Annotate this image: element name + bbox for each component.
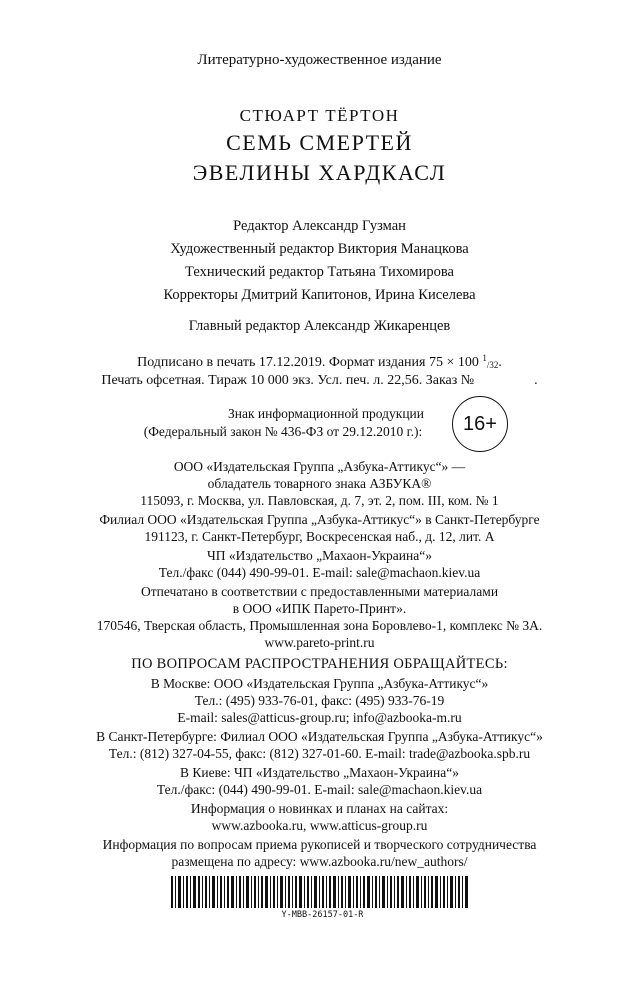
credit-art-editor: Художественный редактор Виктория Манацкова — [170, 241, 469, 257]
barcode-label: Y-MBB-26157-01-R — [281, 910, 364, 920]
printing-address: 170546, Тверская область, Промышленная зона Боровлево-1, комплекс № 3А. — [96, 618, 543, 633]
kiev-distributor: В Киеве: ЧП «Издательство „Махаон-Украина“» — [180, 765, 459, 780]
kiev-contacts: Тел./факс: (044) 490-99-01. E-mail: sale@machaon.kiev.ua — [156, 782, 483, 797]
print-info-line-2 — [0, 373, 639, 389]
moscow-phones: Тел.: (495) 933-76-01, факс: (495) 933-76-19 — [194, 693, 445, 708]
branch-line-1: Филиал ООО «Издательская Группа „Азбука-Аттикус“» в Санкт-Петербурге — [99, 512, 540, 527]
print-info-line-1 — [0, 353, 639, 371]
ukraine-contacts: Тел./факс (044) 490-99-01. E-mail: sale@machaon.kiev.ua — [158, 565, 481, 580]
barcode — [171, 876, 468, 908]
print-info-line-1-end: . — [498, 355, 502, 370]
credit-editor: Редактор Александр Гузман — [233, 218, 406, 234]
credit-tech-editor: Технический редактор Татьяна Тихомирова — [185, 264, 454, 280]
book-title-line-1: СЕМЬ СМЕРТЕЙ — [226, 130, 413, 155]
moscow-emails: E-mail: sales@atticus-group.ru; info@azbooka-m.ru — [177, 710, 462, 725]
manuscripts-line-2: размещена по адресу: www.azbooka.ru/new_authors/ — [171, 854, 468, 869]
print-info-line-2-text: Печать офсетная. Тираж 10 000 экз. Усл. печ. л. 22,56. Заказ № — [101, 373, 475, 388]
chief-editor: Главный редактор Александр Жикаренцев — [188, 318, 451, 334]
printing-line-1: Отпечатано в соответствии с предоставленными материалами — [140, 584, 499, 599]
sites-line-2: www.azbooka.ru, www.atticus-group.ru — [211, 818, 428, 833]
print-info-line-2-end: . — [534, 373, 538, 388]
age-rating-badge — [452, 396, 508, 452]
publisher-address: 115093, г. Москва, ул. Павловская, д. 7, эт. 2, пом. III, ком. № 1 — [140, 493, 499, 508]
publisher-line-2: обладатель товарного знака АЗБУКА® — [207, 476, 432, 491]
info-sign-label: Знак информационной продукции — [227, 406, 425, 421]
format-fraction-denominator: /32 — [486, 360, 499, 370]
publisher-line-1: ООО «Издательская Группа „Азбука-Аттикус“» — — [173, 459, 466, 474]
genre-line: Литературно-художественное издание — [197, 52, 442, 68]
book-title-line-2: ЭВЕЛИНЫ ХАРДКАСЛ — [192, 160, 447, 185]
spb-contacts: Тел.: (812) 327-04-55, факс: (812) 327-01-60. E-mail: trade@azbooka.spb.ru — [108, 746, 531, 761]
printing-line-2: в ООО «ИПК Парето-Принт». — [232, 601, 407, 616]
author-name: СТЮАРТ ТЁРТОН — [239, 106, 400, 125]
info-sign-law: (Федеральный закон № 436-ФЗ от 29.12.2010 г.): — [143, 424, 423, 439]
spb-distributor: В Санкт-Петербурге: Филиал ООО «Издательская Группа „Азбука-Аттикус“» — [96, 729, 543, 744]
printing-website: www.pareto-print.ru — [264, 635, 375, 650]
distribution-heading: ПО ВОПРОСАМ РАСПРОСТРАНЕНИЯ ОБРАЩАЙТЕСЬ: — [131, 656, 508, 672]
format-fraction-numerator: 1 — [482, 353, 487, 363]
sites-line-1: Информация о новинках и планах на сайтах: — [190, 801, 449, 816]
moscow-distributor: В Москве: ООО «Издательская Группа „Азбука-Аттикус“» — [150, 676, 489, 691]
branch-address: 191123, г. Санкт-Петербург, Воскресенская наб., д. 12, лит. А — [144, 529, 495, 544]
credit-proofreaders: Корректоры Дмитрий Капитонов, Ирина Киселева — [163, 287, 476, 303]
ukraine-publisher: ЧП «Издательство „Махаон-Украина“» — [207, 548, 432, 563]
manuscripts-line-1: Информация по вопросам приема рукописей и творческого сотрудничества — [102, 837, 537, 852]
age-rating-text: 16+ — [463, 412, 497, 435]
print-info-main: Подписано в печать 17.12.2019. Формат издания 75 × 100 — [137, 355, 479, 370]
